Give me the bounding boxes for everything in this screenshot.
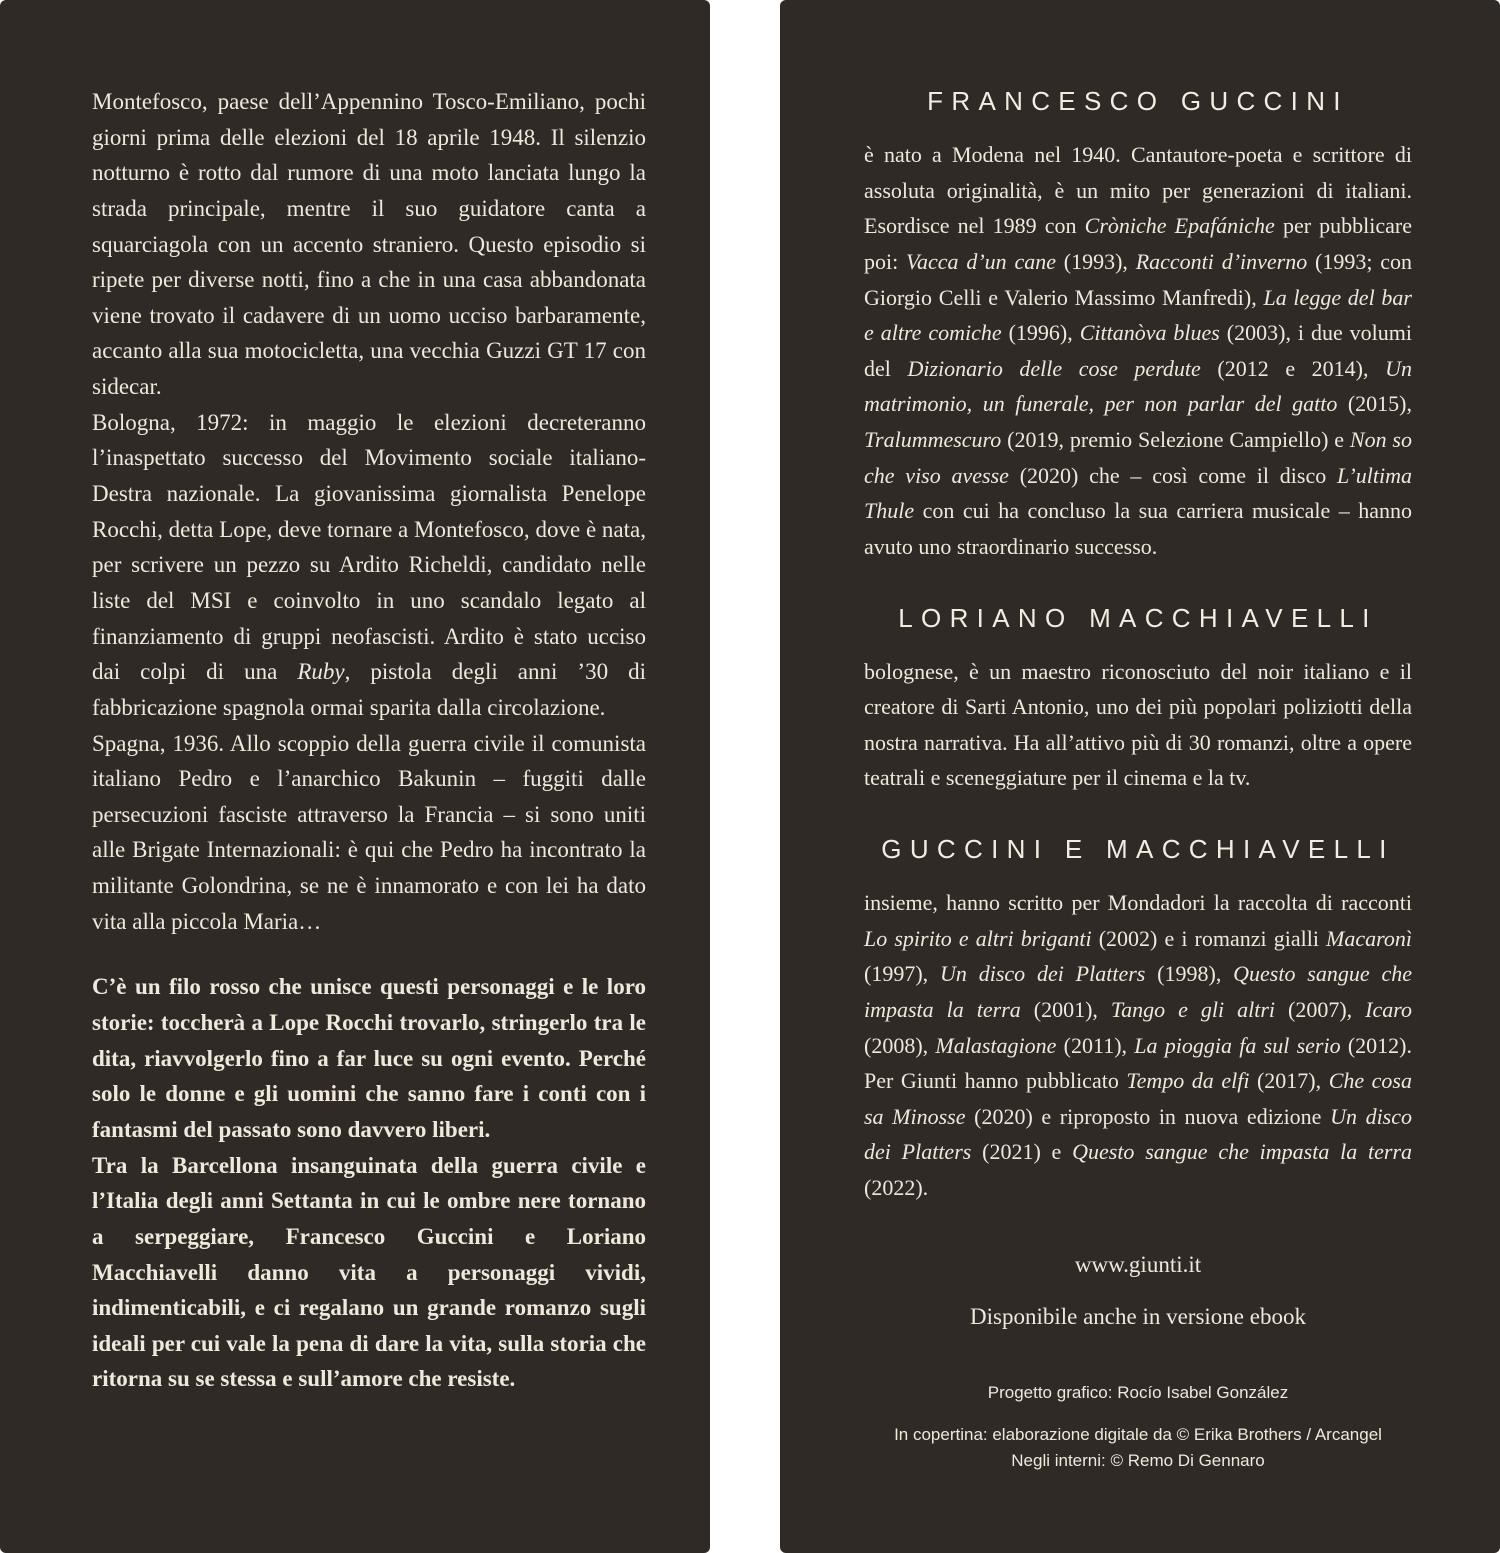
synopsis-paragraph-1: Montefosco, paese dell’Appennino Tosco-Emiliano, pochi giorni prima delle elezioni del 18 aprile 1948. Il silenzio notturno è rotto dal rumore di una moto lanciata lungo la strada principale, mentre il suo guidatore canta a squarciagola con un accento straniero. Questo episodio si ripete per diverse notti, fino a che in una casa abbandonata viene trovato il cadavere di un uomo ucciso barbaramente, accanto alla sua motocicletta, una vecchia Guzzi GT 17 con sidecar. [92,89,646,400]
synopsis-paragraph-2: Bologna, 1972: in maggio le elezioni decreteranno l’inaspettato successo del Movimento sociale italiano-Destra nazionale. La giovanissima giornalista Penelope Rocchi, detta Lope, deve tornare a Montefosco, dove è nata, per scrivere un pezzo su Ardito Richeldi, candidato nelle liste del MSI e coinvolto in uno scandalo legato al finanziamento di gruppi neofascisti. Ardito è stato ucciso dai colpi di una Ruby, pistola degli anni ’30 di fabbricazione spagnola ormai sparita dalla circolazione. [92,409,647,720]
left-flap-panel [0,0,710,1553]
right-flap-panel [780,0,1500,1553]
cover-image-credit: In copertina: elaborazione digitale da © Erika Brothers / Arcangel [894,1424,1382,1444]
graphic-design-credit: Progetto grafico: Rocío Isabel González [987,1382,1289,1402]
synopsis-paragraph-5-bold: Tra la Barcellona insanguinata della guerra civile e l’Italia degli anni Settanta in cui le ombre nere tornano a serpeggiare, Francesco Guccini e Loriano Macchiavelli danno vita a personaggi vividi, indimenticabili, e ci regalano un grande romanzo sugli ideali per cui vale la pena di dare la vita, sulla storia che ritorna su se stessa e sull’amore che resiste. [92,1152,646,1392]
interior-image-credit: Negli interni: © Remo Di Gennaro [1011,1451,1265,1471]
publisher-website: www.giunti.it [1074,1251,1202,1277]
author-heading-loriano-macchiavelli: LORIANO MACCHIAVELLI [898,602,1378,633]
flap-footer [864,1252,1412,1475]
authors-heading-guccini-e-macchiavelli: GUCCINI E MACCHIAVELLI [881,834,1395,864]
author-heading-francesco-guccini: FRANCESCO GUCCINI [927,86,1349,116]
bio-francesco-guccini: è nato a Modena nel 1940. Cantautore-poeta e scrittore di assoluta originalità, è un mito per generazioni di italiani. Esordisce nel 1989 con Cròniche Epafániche per pubblicare poi: Vacca d’un cane (1993), Racconti d’inverno (1993; con Giorgio Celli e Valerio Massimo Manfredi), La legge del bar e altre comiche (1996), Cittanòva blues (2003), i due volumi del Dizionario delle cose perdute (2012 e 2014), Un matrimonio, un funerale, per non parlar del gatto (2015), Tralummescuro (2019, premio Selezione Campiello) e Non so che viso avesse (2020) che – così come il disco L’ultima Thule con cui ha concluso la sua carriera musicale – hanno avuto uno straordinario successo. [864,142,1413,559]
synopsis-paragraph-3: Spagna, 1936. Allo scoppio della guerra civile il comunista italiano Pedro e l’anarchico Bakunin – fuggiti dalle persecuzioni fasciste attraverso la Francia – si sono uniti alle Brigate Internazionali: è qui che Pedro ha incontrato la militante Golondrina, se ne è innamorato e con lei ha dato vita alla piccola Maria… [92,730,646,934]
bio-guccini-e-macchiavelli: insieme, hanno scritto per Mondadori la raccolta di racconti Lo spirito e altri briganti (2002) e i romanzi gialli Macaronì (1997), Un disco dei Platters (1998), Questo sangue che impasta la terra (2001), Tango e gli altri (2007), Icaro (2008), Malastagione (2011), La pioggia fa sul serio (2012). Per Giunti hanno pubblicato Tempo da elfi (2017), Che cosa sa Minosse (2020) e riproposto in nuova edizione Un disco dei Platters (2021) e Questo sangue che impasta la terra (2022). [864,890,1413,1200]
ebook-availability-note: Disponibile anche in versione ebook [970,1303,1306,1329]
synopsis-paragraph-4-bold: C’è un filo rosso che unisce questi personaggi e le loro storie: toccherà a Lope Rocchi trovarlo, stringerlo tra le dita, riavvolgerlo fino a far luce su ogni evento. Perché solo le donne e gli uomini che sanno fare i conti con i fantasmi del passato sono davvero liberi. [92,974,646,1142]
bio-loriano-macchiavelli: bolognese, è un maestro riconosciuto del noir italiano e il creatore di Sarti Antonio, uno dei più popolari poliziotti della nostra narrativa. Ha all’attivo più di 30 romanzi, oltre a opere teatrali e sceneggiature per il cinema e la tv. [864,658,1412,791]
